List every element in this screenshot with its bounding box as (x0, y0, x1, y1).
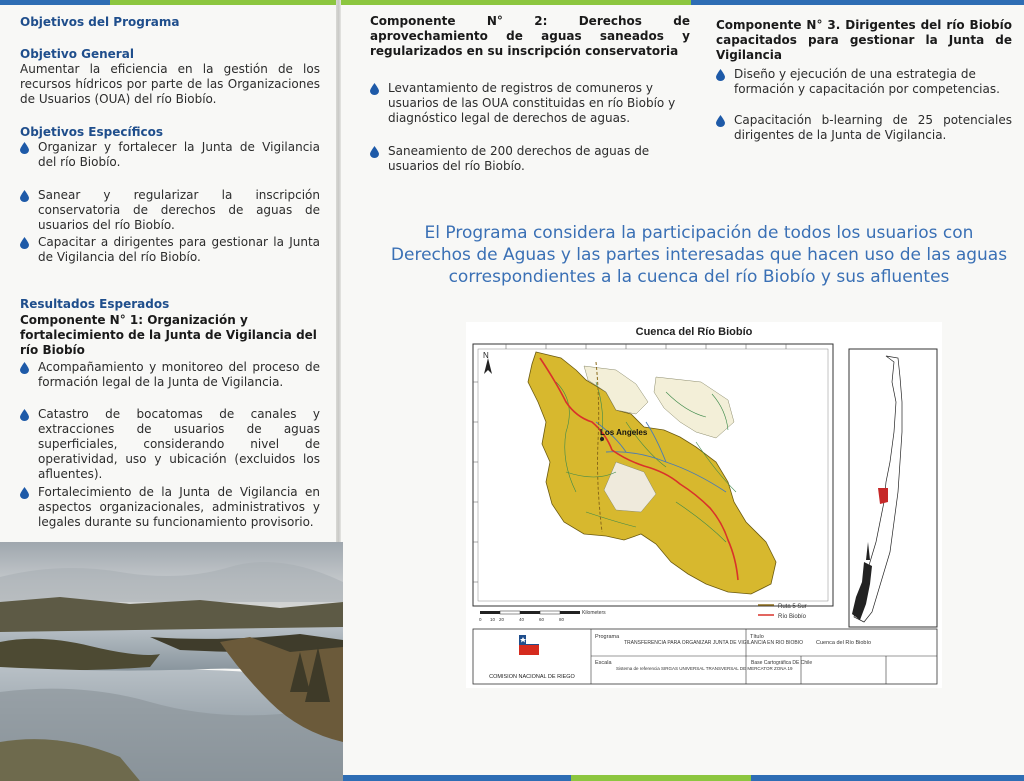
list-item-text: Capacitación b-learning de 25 potenciales dirigentes de la Junta de Vigilancia. (734, 113, 1012, 142)
map-figure (466, 322, 942, 688)
list-item (20, 188, 320, 233)
north-label: N (483, 351, 489, 360)
map-title: Cuenca del Río Biobío (635, 326, 753, 338)
scale-tick: 80 (559, 617, 565, 622)
city-label: Los Angeles (600, 428, 648, 437)
water-drop-icon (20, 409, 29, 421)
list-item (20, 485, 320, 530)
list-item (20, 360, 320, 390)
list-item (20, 407, 320, 482)
list-item (716, 67, 1012, 97)
list-item-text: Organizar y fortalecer la Junta de Vigilancia del río Biobío. (38, 140, 320, 169)
water-drop-icon (716, 69, 725, 81)
general-objective-text: Aumentar la eficiencia en la gestión de los recursos hídricos por parte de las Organizaciones de Usuarios (OUA) del río Biobío. (20, 62, 320, 106)
reference-text: Sistema de referencia SIRGAS UNIVERSAL TRANSVERSAL DE MERCATOR ZONA 19 (616, 666, 793, 671)
agency-name: COMISION NACIONAL DE RIEGO (489, 674, 575, 680)
scale-label: Escala (595, 660, 612, 666)
scale-tick: 0 (479, 617, 482, 622)
list-item-text: Sanear y regularizar la inscripción conservatoria de derechos de aguas de usuarios del río Biobío. (38, 188, 320, 232)
list-item-text: Catastro de bocatomas de canales y extracciones de usuarios de aguas superficiales, considerando nivel de operatividad, uso y ubicación (excluidos los afluentes). (38, 407, 320, 481)
list-item (20, 235, 320, 265)
scale-tick: 60 (539, 617, 545, 622)
list-item-text: Acompañamiento y monitoreo del proceso de formación legal de la Junta de Vigilancia. (38, 360, 320, 389)
bottom-strip (341, 775, 571, 781)
scale-tick: 10 (490, 617, 496, 622)
top-strip (0, 0, 110, 5)
specific-objectives-heading: Objetivos Específicos (20, 125, 163, 139)
list-item-text: Levantamiento de registros de comuneros y usuarios de las OUA constituidas en río Biobío y diagnóstico legal de derechos de aguas. (388, 81, 676, 125)
river-photo (0, 542, 343, 781)
water-drop-icon (20, 142, 29, 154)
water-drop-icon (20, 487, 29, 499)
top-strip (691, 0, 1024, 5)
top-strip (110, 0, 336, 5)
scale-tick: 40 (519, 617, 525, 622)
water-drop-icon (20, 362, 29, 374)
list-item (370, 81, 690, 126)
legend-item: Río Biobío (778, 614, 807, 620)
scale-unit: Kilometers (582, 610, 606, 616)
title-value: Cuenca del Río Biobío (816, 640, 872, 646)
component-2-title: Componente N° 2: Derechos de aprovechamiento de aguas saneados y regularizados en su inscripción conservatoria (370, 14, 690, 58)
title-label: Título (750, 634, 764, 640)
program-label: Programa (595, 634, 620, 640)
program-value: TRANSFERENCIA PARA ORGANIZAR JUNTA DE VIGILANCIA EN RIO BIOBIO (624, 640, 804, 646)
water-drop-icon (20, 237, 29, 249)
component-3-title: Componente N° 3. Dirigentes del río Biobío capacitados para gestionar la Junta de Vigilancia (716, 18, 1012, 62)
list-item-text: Diseño y ejecución de una estrategia de formación y capacitación por competencias. (734, 67, 1000, 96)
water-drop-icon (370, 146, 379, 158)
source-text: Base Cartográfica DE Chile (751, 660, 813, 666)
list-item (20, 140, 320, 170)
list-item (370, 144, 690, 174)
water-drop-icon (716, 115, 725, 127)
general-objective-heading: Objetivo General (20, 47, 134, 61)
results-heading: Resultados Esperados (20, 297, 170, 311)
list-item-text: Saneamiento de 200 derechos de aguas de usuarios del río Biobío. (388, 144, 650, 173)
scale-tick: 20 (499, 617, 505, 622)
water-drop-icon (370, 83, 379, 95)
water-drop-icon (20, 190, 29, 202)
program-statement: El Programa considera la participación de todos los usuarios con Derechos de Aguas y las partes interesadas que hacen uso de las aguas correspondientes a la cuenca del río Biobío y sus afluentes (390, 223, 1008, 287)
gobierno-de-chile-logo (519, 635, 539, 655)
list-item-text: Fortalecimiento de la Junta de Vigilancia en aspectos organizacionales, administrativos y legales durante su funcionamiento provisorio. (38, 485, 320, 529)
component-1-title: Componente N° 1: Organización y fortalecimiento de la Junta de Vigilancia del río Biobío (20, 313, 317, 357)
list-item-text: Capacitar a dirigentes para gestionar la Junta de Vigilancia del río Biobío. (38, 235, 320, 264)
top-strip (341, 0, 691, 5)
bottom-strip (751, 775, 1024, 781)
list-item (716, 113, 1012, 143)
legend-item: Ruta 5 Sur (778, 604, 807, 610)
bottom-strip (571, 775, 751, 781)
section-title: Objetivos del Programa (20, 15, 180, 29)
